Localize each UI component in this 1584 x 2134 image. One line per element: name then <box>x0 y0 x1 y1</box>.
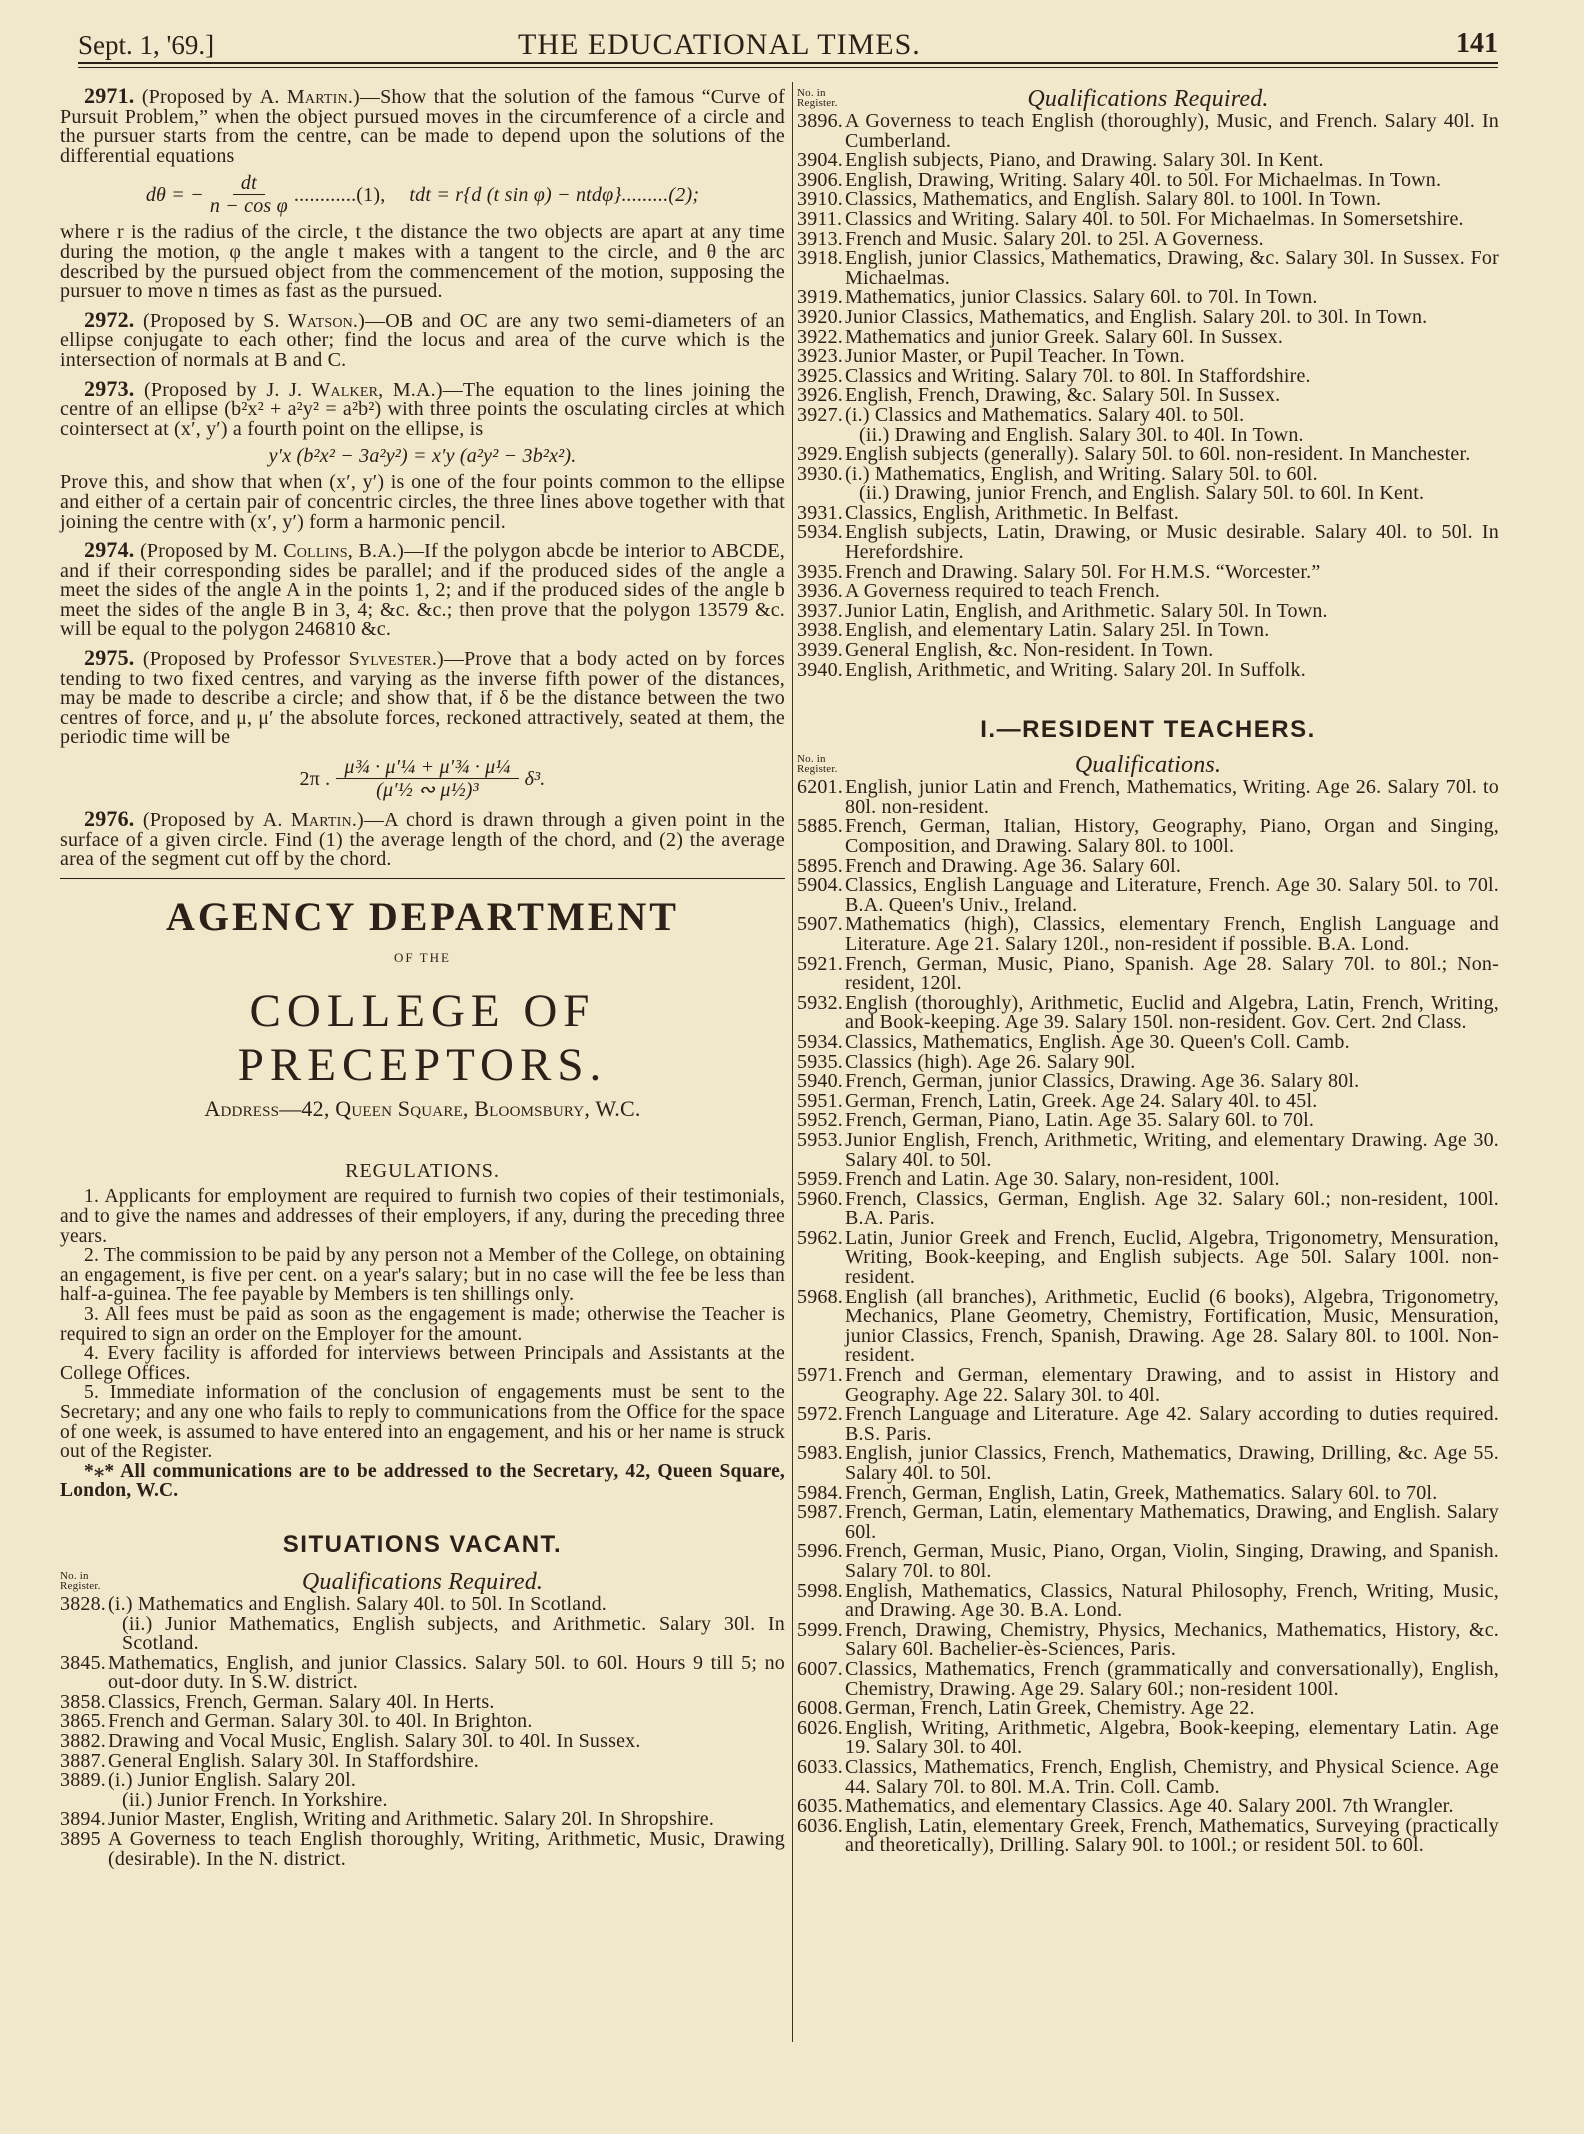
entry-qualifications: English (all branches), Arithmetic, Euclid (6 books), Algebra, Trigonometry, Mechanics, Plane Geometry, Chemistry, Fortification, Music, Mensuration, junior Classics, French, Spanish, Drawing. Age 28. Salary 80l. to 100l. Non-resident. <box>845 1285 1499 1367</box>
entry-qualifications: English, and elementary Latin. Salary 25l. In Town. <box>845 619 1270 642</box>
register-entry <box>797 1444 1499 1483</box>
proposer-prefix: (Proposed by <box>140 540 255 563</box>
left-column <box>60 83 785 1870</box>
register-entry <box>797 1170 1499 1190</box>
entry-qualifications: Junior Master, English, Writing and Arithmetic. Salary 20l. In Shropshire. <box>108 1808 715 1831</box>
register-number: 6201. <box>797 776 843 799</box>
register-entry <box>797 1699 1499 1719</box>
college-address: Address—42, Queen Square, Bloomsbury, W.C. <box>204 1095 641 1121</box>
problem-text: )—Prove that a body acted on by forces tending to two fixed centres, and varying as the inverse fifth power of the distances, may be made to describe a circle; and show that, if δ be the distance between the two centres of force, and μ, μ′ the absolute forces, reckoned attractively, seated at them, the periodic time will be <box>60 648 785 749</box>
register-entry <box>797 817 1499 856</box>
register-entry <box>797 1618 1499 1661</box>
entry-qualifications: English, junior Classics, Mathematics, Drawing, &c. Salary 30l. In Sussex. For Michaelmas. <box>845 247 1499 289</box>
register-number: 3865. <box>60 1710 106 1733</box>
problem-author: A. Martin. <box>262 809 358 832</box>
register-entry <box>797 151 1499 171</box>
register-entry <box>60 1771 785 1791</box>
register-number: 5940. <box>797 1070 843 1093</box>
register-number: 5971. <box>797 1364 843 1387</box>
register-number: 5934. <box>797 521 843 544</box>
entry-qualifications: Classics, Mathematics, French, English, Chemistry, and Physical Science. Age 44. Salary 70l. to 80l. M.A. Trin. Coll. Camb. <box>845 1755 1499 1798</box>
problem-number: 2972. <box>84 306 135 332</box>
register-entry <box>797 1285 1499 1367</box>
register-number: 5968. <box>797 1285 843 1308</box>
register-number <box>797 484 845 504</box>
register-entry <box>797 876 1499 915</box>
regulations-note: *⁎* All communications are to be addressed to the Secretary, 42, Queen Square, London, W.C. <box>60 1460 785 1502</box>
entry-qualifications: A Governess required to teach French. <box>845 580 1161 603</box>
entry-qualifications: French, German, Piano, Latin. Age 35. Salary 60l. to 70l. <box>845 1109 1315 1132</box>
register-number: 5921. <box>797 952 843 975</box>
register-number: 5960. <box>797 1187 843 1210</box>
differential-equations <box>60 172 785 217</box>
entry-qualifications: English, Latin, elementary Greek, French, Mathematics, Surveying (practically and theoretically), Drilling. Salary 90l. to 100l.; or resident 50l. to 60l. <box>845 1814 1499 1857</box>
eq4-fraction <box>336 756 518 801</box>
register-number: 3929. <box>797 443 843 466</box>
entry-qualifications: English, junior Latin and French, Mathematics, Writing. Age 26. Salary 70l. to 80l. non-resident. <box>845 776 1499 818</box>
register-label: No. in Register. <box>797 87 838 109</box>
register-number: 3896. <box>797 110 843 132</box>
entry-qualifications: General English. Salary 30l. In Staffordshire. <box>108 1749 479 1772</box>
entry-qualifications: French, Classics, German, English. Age 32. Salary 60l.; non-resident, 100l. B.A. Paris. <box>845 1187 1499 1230</box>
situations-heading: SITUATIONS VACANT. <box>282 1530 563 1558</box>
entry-qualifications: Junior Master, or Pupil Teacher. In Town. <box>845 345 1185 368</box>
register-number: 5972. <box>797 1403 843 1426</box>
entry-qualifications: Mathematics, and elementary Classics. Age 40. Salary 200l. 7th Wrangler. <box>845 1795 1454 1818</box>
register-entry <box>797 1226 1499 1289</box>
register-entry <box>797 1111 1499 1131</box>
register-number: 3918. <box>797 247 843 270</box>
register-number: 5935. <box>797 1050 843 1073</box>
entry-qualifications: Classics and Writing. Salary 40l. to 50l. For Michaelmas. In Somersetshire. <box>845 207 1464 230</box>
register-entry <box>797 1657 1499 1700</box>
register-entry <box>797 207 1499 230</box>
register-entry <box>60 1830 785 1869</box>
qualifications-label: Qualifications. <box>1074 752 1222 779</box>
register-number: 3845. <box>60 1651 106 1674</box>
register-entry <box>797 1716 1499 1759</box>
situations-vacant <box>60 1531 785 1869</box>
register-number: 3925. <box>797 364 843 387</box>
entry-qualifications: Classics (high). Age 26. Salary 90l. <box>845 1050 1136 1073</box>
entry-qualifications: French and Drawing. Age 36. Salary 60l. <box>845 854 1182 877</box>
regulation-item: 1. Applicants for employment are required to furnish two copies of their testimonials, and to give the names and addresses of their employers, if any, during the preceding three years. <box>60 1186 785 1247</box>
register-number: 5951. <box>797 1089 843 1112</box>
problem-text: )—OB and OC are any two semi-diameters of an ellipse conjugate to each other; find the locus and area of the curve which is the intersection of normals at B and C. <box>60 309 785 371</box>
eq1-tag: ............(1), <box>293 183 386 206</box>
regulation-item: 2. The commission to be paid by any person not a Member of the College, on obtaining an engagement, is five per cent. on a year's salary; but in no case will the fee be less than half-a-guinea. The fee payable by Members is ten shillings only. <box>60 1245 785 1306</box>
register-entry <box>797 347 1499 367</box>
entry-qualifications: French and German, elementary Drawing, and to assist in History and Geography. Age 22. Salary 30l. to 40l. <box>845 1364 1499 1406</box>
entry-qualifications: Classics, English, Arithmetic. In Belfast. <box>845 501 1179 524</box>
eq4-prefix: 2π . <box>299 767 331 790</box>
entry-qualifications: Classics, French, German. Salary 40l. In Herts. <box>108 1690 495 1713</box>
resident-heading: I.—RESIDENT TEACHERS. <box>980 716 1316 744</box>
ellipse-equation: y′x (b²x² − 3a²y²) = x′y (a²y² − 3b²x²). <box>268 445 577 468</box>
register-entry <box>797 1814 1499 1857</box>
register-number: 6007. <box>797 1657 843 1680</box>
register-number: 3936. <box>797 580 843 603</box>
problem-2972 <box>60 306 785 371</box>
entry-qualifications: English subjects, Piano, and Drawing. Salary 30l. In Kent. <box>845 149 1324 172</box>
problem-number: 2971. <box>84 83 135 108</box>
register-entry <box>797 915 1499 954</box>
proposer-prefix: (Proposed by <box>142 309 264 332</box>
regulations-heading: REGULATIONS. <box>345 1159 500 1182</box>
qualifications-label: Qualifications Required. <box>301 1568 544 1595</box>
register-entry <box>797 523 1499 562</box>
register-entry <box>797 991 1499 1034</box>
entry-qualifications: Classics, Mathematics, English. Age 30. Queen's Coll. Camb. <box>845 1030 1350 1053</box>
register-number: 5983. <box>797 1442 843 1465</box>
entry-qualifications: French and German. Salary 30l. to 40l. In Brighton. <box>108 1710 533 1733</box>
register-entry <box>797 658 1499 681</box>
header-rule <box>78 62 1498 68</box>
register-number: 6026. <box>797 1716 843 1739</box>
periodic-time-formula <box>60 756 785 801</box>
problem-author: Sylvester. <box>348 648 438 671</box>
register-number: 6033. <box>797 1755 843 1778</box>
entry-qualifications: English (thoroughly), Arithmetic, Euclid and Algebra, Latin, French, Writing, and Book-keeping. Age 39. Salary 150l. non-resident. Gov. Cert. 2nd Class. <box>845 991 1499 1034</box>
issue-date: Sept. 1, '69.] <box>78 30 215 60</box>
register-entry <box>797 305 1499 328</box>
register-entry <box>797 1187 1499 1230</box>
register-entry <box>797 641 1499 661</box>
register-number: 3938. <box>797 619 843 642</box>
problem-text: )—If the polygon abcde be interior to ABCDE, and if their corresponding sides be parallel; and if the produced sides of the angle a meet the sides of the angle A in the points 1, 2; and if the produced sides of the angle b meet the sides of the angle B in 3, 4; &c. &c.; then prove that the polygon 13579 &c. will be equal to the polygon 246810 &c. <box>60 540 785 641</box>
register-number: 5999. <box>797 1618 843 1641</box>
agency-title: AGENCY DEPARTMENT <box>166 893 679 939</box>
entry-qualifications: Classics and Writing. Salary 70l. to 80l. In Staffordshire. <box>845 364 1311 387</box>
problem-2971 <box>60 83 785 303</box>
qualifications-label: Qualifications Required. <box>1027 86 1269 112</box>
agency-of-the: OF THE <box>394 949 451 965</box>
register-number: 6035. <box>797 1795 843 1818</box>
eq4-suffix: δ³. <box>524 767 546 790</box>
register-number: 3922. <box>797 325 843 348</box>
regulation-item: 4. Every facility is afforded for interviews between Principals and Assistants at the College Offices. <box>60 1343 785 1384</box>
entry-qualifications: A Governess to teach English thoroughly, Writing, Arithmetic, Music, Drawing (desirable). In the N. district. <box>108 1828 785 1870</box>
register-entry <box>797 1503 1499 1542</box>
register-number: 5952. <box>797 1109 843 1132</box>
register-entry <box>797 1579 1499 1622</box>
register-number: 3927. <box>797 403 843 426</box>
entry-qualifications: French, German, Italian, History, Geography, Piano, Organ and Singing, Composition, and Drawing. Salary 80l. to 100l. <box>845 815 1499 857</box>
register-number: 5987. <box>797 1501 843 1524</box>
register-entry <box>60 1651 785 1694</box>
entry-qualifications: (i.) Mathematics, English, and Writing. Salary 50l. to 60l. <box>845 462 1318 485</box>
register-number: 3858. <box>60 1690 106 1713</box>
problem-author: S. Watson. <box>263 309 359 332</box>
register-entry <box>797 288 1499 308</box>
problem-text-continued: Prove this, and show that when (x′, y′) is one of the four points common to the ellipse and either of a certain pair of concentric circles, the three lines above together with that joining the centre with (x′, y′) form a harmonic pencil. <box>60 471 785 533</box>
entry-qualifications: English subjects (generally). Salary 50l. to 60l. non-resident. In Manchester. <box>845 443 1471 466</box>
college-name: COLLEGE OF PRECEPTORS. <box>237 984 608 1091</box>
register-number: 3911. <box>797 207 843 230</box>
problem-author: J. J. Walker, M.A. <box>266 378 436 401</box>
register-number: 3940. <box>797 658 843 681</box>
register-number: 3828. <box>60 1592 106 1615</box>
register-entry <box>60 1612 785 1655</box>
register-number: 3935. <box>797 560 843 583</box>
entry-qualifications: Mathematics (high), Classics, elementary French, English Language and Literature. Age 21. Salary 120l., non-resident if possible. B.A. Lond. <box>845 913 1499 955</box>
register-entry <box>60 1732 785 1752</box>
eq1-numerator: dt <box>233 172 265 195</box>
register-entry <box>797 952 1499 995</box>
register-number: 3931. <box>797 501 843 524</box>
entry-qualifications: Mathematics, English, and junior Classics. Salary 50l. to 60l. Hours 9 till 5; no out-door duty. In S.W. district. <box>108 1651 785 1694</box>
register-number: 5996. <box>797 1540 843 1563</box>
entry-qualifications: English, Mathematics, Classics, Natural Philosophy, French, Writing, Music, and Drawing. Age 30. B.A. Lond. <box>845 1579 1499 1622</box>
register-label: No. in Register. <box>60 1569 101 1592</box>
register-number: 5959. <box>797 1168 843 1191</box>
regulation-item: 5. Immediate information of the conclusion of engagements must be sent to the Secretary; and any one who fails to reply to communications from the Office for the space of one week, is assumed to have entered into an engagement, and his or her name is struck out of the Register. <box>60 1382 785 1463</box>
register-number: 3939. <box>797 639 843 662</box>
problem-author: M. Collins, B.A. <box>254 540 398 563</box>
entry-qualifications: Mathematics and junior Greek. Salary 60l. In Sussex. <box>845 325 1284 348</box>
regulations <box>60 1159 785 1502</box>
problem-2976 <box>60 806 785 871</box>
page-number: 141 <box>1456 28 1498 59</box>
register-number: 3906. <box>797 168 843 191</box>
entry-qualifications: French, German, Music, Piano, Organ, Violin, Singing, Drawing, and Spanish. Salary 70l. to 80l. <box>845 1540 1499 1582</box>
column-divider <box>792 82 793 2042</box>
register-number: 5962. <box>797 1226 843 1249</box>
register-number: 5953. <box>797 1128 843 1151</box>
proposer-prefix: (Proposed by <box>142 809 263 832</box>
register-entry <box>797 249 1499 288</box>
register-number: 3923. <box>797 345 843 368</box>
problem-text: )—Show that the solution of the famous “Curve of Pursuit Problem,” when the object pursued moves in the circumference of a circle and the pursuer starts from the centre, can be made to depend upon the solutions of the differential equations <box>60 86 785 167</box>
register-entry <box>797 1405 1499 1444</box>
register-entry <box>797 1128 1499 1171</box>
register-number: 3913. <box>797 227 843 250</box>
register-number: 3910. <box>797 188 843 211</box>
register-number: 3920. <box>797 305 843 328</box>
problem-text: )—The equation to the lines joining the centre of an ellipse (b²x² + a²y² = a²b²) with three points the osculating circles at which cointersect at (x′, y′) a fourth point on the ellipse, is <box>60 378 785 440</box>
entry-qualifications: (ii.) Drawing, junior French, and English. Salary 50l. to 60l. In Kent. <box>859 482 1425 505</box>
register-number: 5907. <box>797 913 843 936</box>
regulation-item: 3. All fees must be paid as soon as the engagement is made; otherwise the Teacher is required to sign an order on the Employer for the amount. <box>60 1303 785 1345</box>
register-entry <box>797 1366 1499 1405</box>
problem-number: 2973. <box>84 375 135 401</box>
register-entry <box>797 582 1499 602</box>
entry-qualifications: English, French, Drawing, &c. Salary 50l. In Sussex. <box>845 384 1281 407</box>
register-number: 3930. <box>797 462 843 485</box>
entry-qualifications: French and Drawing. Salary 50l. For H.M.S. “Worcester.” <box>845 560 1321 583</box>
register-entry <box>60 1592 785 1615</box>
register-number <box>60 1615 108 1654</box>
register-entry <box>797 778 1499 817</box>
entry-qualifications: French and Music. Salary 20l. to 25l. A Governess. <box>845 227 1264 250</box>
eq4-numerator: μ¾ · μ′¼ + μ′¾ · μ¼ <box>336 756 518 779</box>
register-number: 3919. <box>797 286 843 309</box>
register-number: 6036. <box>797 1814 843 1837</box>
register-number: 3894. <box>60 1808 106 1831</box>
problem-2975 <box>60 645 785 802</box>
register-entry <box>797 1072 1499 1092</box>
entry-qualifications: German, French, Latin, Greek. Age 24. Salary 40l. to 45l. <box>845 1089 1318 1112</box>
eq1-fraction <box>210 172 288 217</box>
entry-qualifications: English subjects, Latin, Drawing, or Music desirable. Salary 40l. to 50l. In Herefordshire. <box>845 521 1499 564</box>
eq1-lhs: dθ = − <box>145 183 204 206</box>
entry-qualifications: French, German, junior Classics, Drawing. Age 36. Salary 80l. <box>845 1070 1360 1093</box>
register-entry <box>797 445 1499 465</box>
register-number: 3889. <box>60 1769 106 1792</box>
entry-qualifications: Classics, English Language and Literature, French. Age 30. Salary 50l. to 70l. B.A. Queen's Univ., Ireland. <box>845 874 1499 916</box>
register-number: 3895 <box>60 1828 101 1851</box>
register-number: 3887. <box>60 1749 106 1772</box>
page-header <box>78 28 1498 62</box>
register-number: 3937. <box>797 599 843 622</box>
agency-heading <box>60 893 785 1122</box>
register-number: 5904. <box>797 874 843 897</box>
eq4-denominator: (μ′½ ∾ μ½)³ <box>376 779 479 802</box>
problem-text-continued: where r is the radius of the circle, t the distance the two objects are apart at any time during the motion, φ the angle t makes with a tangent to the circle, and θ the arc described by the pursued object from the commencement of the motion, supposing the pursuer to move n times as fast as the pursued. <box>60 221 785 303</box>
entry-qualifications: English, Drawing, Writing. Salary 40l. to 50l. For Michaelmas. In Town. <box>845 168 1442 191</box>
entry-qualifications: French, German, English, Latin, Greek, Mathematics. Salary 60l. to 70l. <box>845 1481 1438 1504</box>
problem-number: 2975. <box>84 645 135 671</box>
register-number: 6008. <box>797 1697 843 1720</box>
entry-qualifications: (ii.) Junior Mathematics, English subjects, and Arithmetic. Salary 30l. In Scotland. <box>122 1612 785 1655</box>
entry-qualifications: (i.) Classics and Mathematics. Salary 40l. to 50l. <box>845 403 1245 426</box>
resident-teachers <box>797 716 1499 1856</box>
register-number: 5984. <box>797 1481 843 1504</box>
problem-number: 2976. <box>84 806 135 832</box>
problem-number: 2974. <box>84 537 135 563</box>
entry-qualifications: Classics, Mathematics, French (grammatically and conversationally), English, Chemistry, Drawing. Age 29. Salary 60l.; non-resident 100l. <box>845 1657 1499 1700</box>
entry-qualifications: Junior Classics, Mathematics, and English. Salary 20l. to 30l. In Town. <box>845 305 1428 328</box>
entry-qualifications: Junior Latin, English, and Arithmetic. Salary 50l. In Town. <box>845 599 1328 622</box>
register-entry <box>797 1755 1499 1798</box>
register-entry <box>797 1797 1499 1817</box>
entry-qualifications: Junior English, French, Arithmetic, Writing, and elementary Drawing. Age 30. Salary 40l. to 50l. <box>845 1128 1499 1171</box>
entry-qualifications: French, Drawing, Chemistry, Physics, Mechanics, Mathematics, History, &c. Salary 60l. Bachelier-ès-Sciences, Paris. <box>845 1618 1499 1661</box>
entry-qualifications: Mathematics, junior Classics. Salary 60l. to 70l. In Town. <box>845 286 1318 309</box>
entry-qualifications: (ii.) Drawing and English. Salary 30l. to 40l. In Town. <box>859 423 1304 446</box>
entry-qualifications: French, German, Latin, elementary Mathematics, Drawing, and English. Salary 60l. <box>845 1501 1499 1543</box>
entry-qualifications: (i.) Junior English. Salary 20l. <box>108 1769 357 1792</box>
section-rule <box>60 878 785 879</box>
entry-qualifications: French and Latin. Age 30. Salary, non-resident, 100l. <box>845 1168 1280 1191</box>
register-entry <box>797 1030 1499 1053</box>
register-number: 3882. <box>60 1730 106 1753</box>
entry-qualifications: English, Writing, Arithmetic, Algebra, Book-keeping, elementary Latin. Age 19. Salary 30l. to 40l. <box>845 1716 1499 1759</box>
entry-qualifications: Drawing and Vocal Music, English. Salary 30l. to 40l. In Sussex. <box>108 1730 641 1753</box>
register-number: 3926. <box>797 384 843 407</box>
problem-author: A. Martin. <box>259 86 354 108</box>
proposer-prefix: (Proposed by <box>144 378 267 401</box>
entry-qualifications: French, German, Music, Piano, Spanish. Age 28. Salary 70l. to 80l.; Non-resident, 120l. <box>845 952 1499 995</box>
entry-qualifications: French Language and Literature. Age 42. Salary according to duties required. B.S. Paris. <box>845 1403 1499 1445</box>
eq2: tdt = r{d (t sin φ) − ntdφ}.........(2); <box>409 183 700 206</box>
register-number: 5934. <box>797 1030 843 1053</box>
right-column <box>797 86 1499 1856</box>
register-number: 5998. <box>797 1579 843 1602</box>
publication-title: THE EDUCATIONAL TIMES. <box>518 28 921 61</box>
eq1-denominator: n − cos φ <box>209 195 288 218</box>
entry-qualifications: English, junior Classics, French, Mathematics, Drawing, Drilling, &c. Age 55. Salary 40l. to 50l. <box>845 1442 1499 1484</box>
entry-qualifications: (i.) Mathematics and English. Salary 40l. to 50l. In Scotland. <box>108 1592 607 1615</box>
entry-qualifications: (ii.) Junior French. In Yorkshire. <box>122 1788 388 1811</box>
register-number: 5885. <box>797 815 843 838</box>
entry-qualifications: General English, &c. Non-resident. In Town. <box>845 639 1214 662</box>
entry-qualifications: English, Arithmetic, and Writing. Salary 20l. In Suffolk. <box>845 658 1306 681</box>
register-entry <box>797 1542 1499 1581</box>
entry-qualifications: Latin, Junior Greek and French, Euclid, Algebra, Trigonometry, Mensuration, Writing, Book-keeping, and English subjects. Age 50l. Salary 100l. non-resident. <box>845 1226 1499 1289</box>
problem-2974 <box>60 537 785 641</box>
register-entry <box>797 484 1499 504</box>
proposer-prefix: (Proposed by Professor <box>142 648 349 671</box>
register-label: No. in Register. <box>797 753 838 776</box>
register-number: 5932. <box>797 991 843 1014</box>
register-number: 5895. <box>797 854 843 877</box>
register-number: 3904. <box>797 149 843 172</box>
problem-text: )—A chord is drawn through a given point in the surface of a given circle. Find (1) the average length of the chord, and (2) the average area of the segment cut off by the chord. <box>60 809 785 871</box>
entry-qualifications: A Governess to teach English (thoroughly), Music, and French. Salary 40l. In Cumberland. <box>845 110 1499 152</box>
problem-2973 <box>60 375 785 533</box>
entry-qualifications: German, French, Latin Greek, Chemistry. Age 22. <box>845 1697 1255 1720</box>
register-entry <box>797 386 1499 406</box>
entry-qualifications: Classics, Mathematics, and English. Salary 80l. to 100l. In Town. <box>845 188 1382 211</box>
register-entry <box>797 112 1499 151</box>
register-entry <box>797 403 1499 426</box>
situations-vacant-continued <box>797 86 1499 680</box>
proposer-prefix: (Proposed by <box>141 86 260 108</box>
